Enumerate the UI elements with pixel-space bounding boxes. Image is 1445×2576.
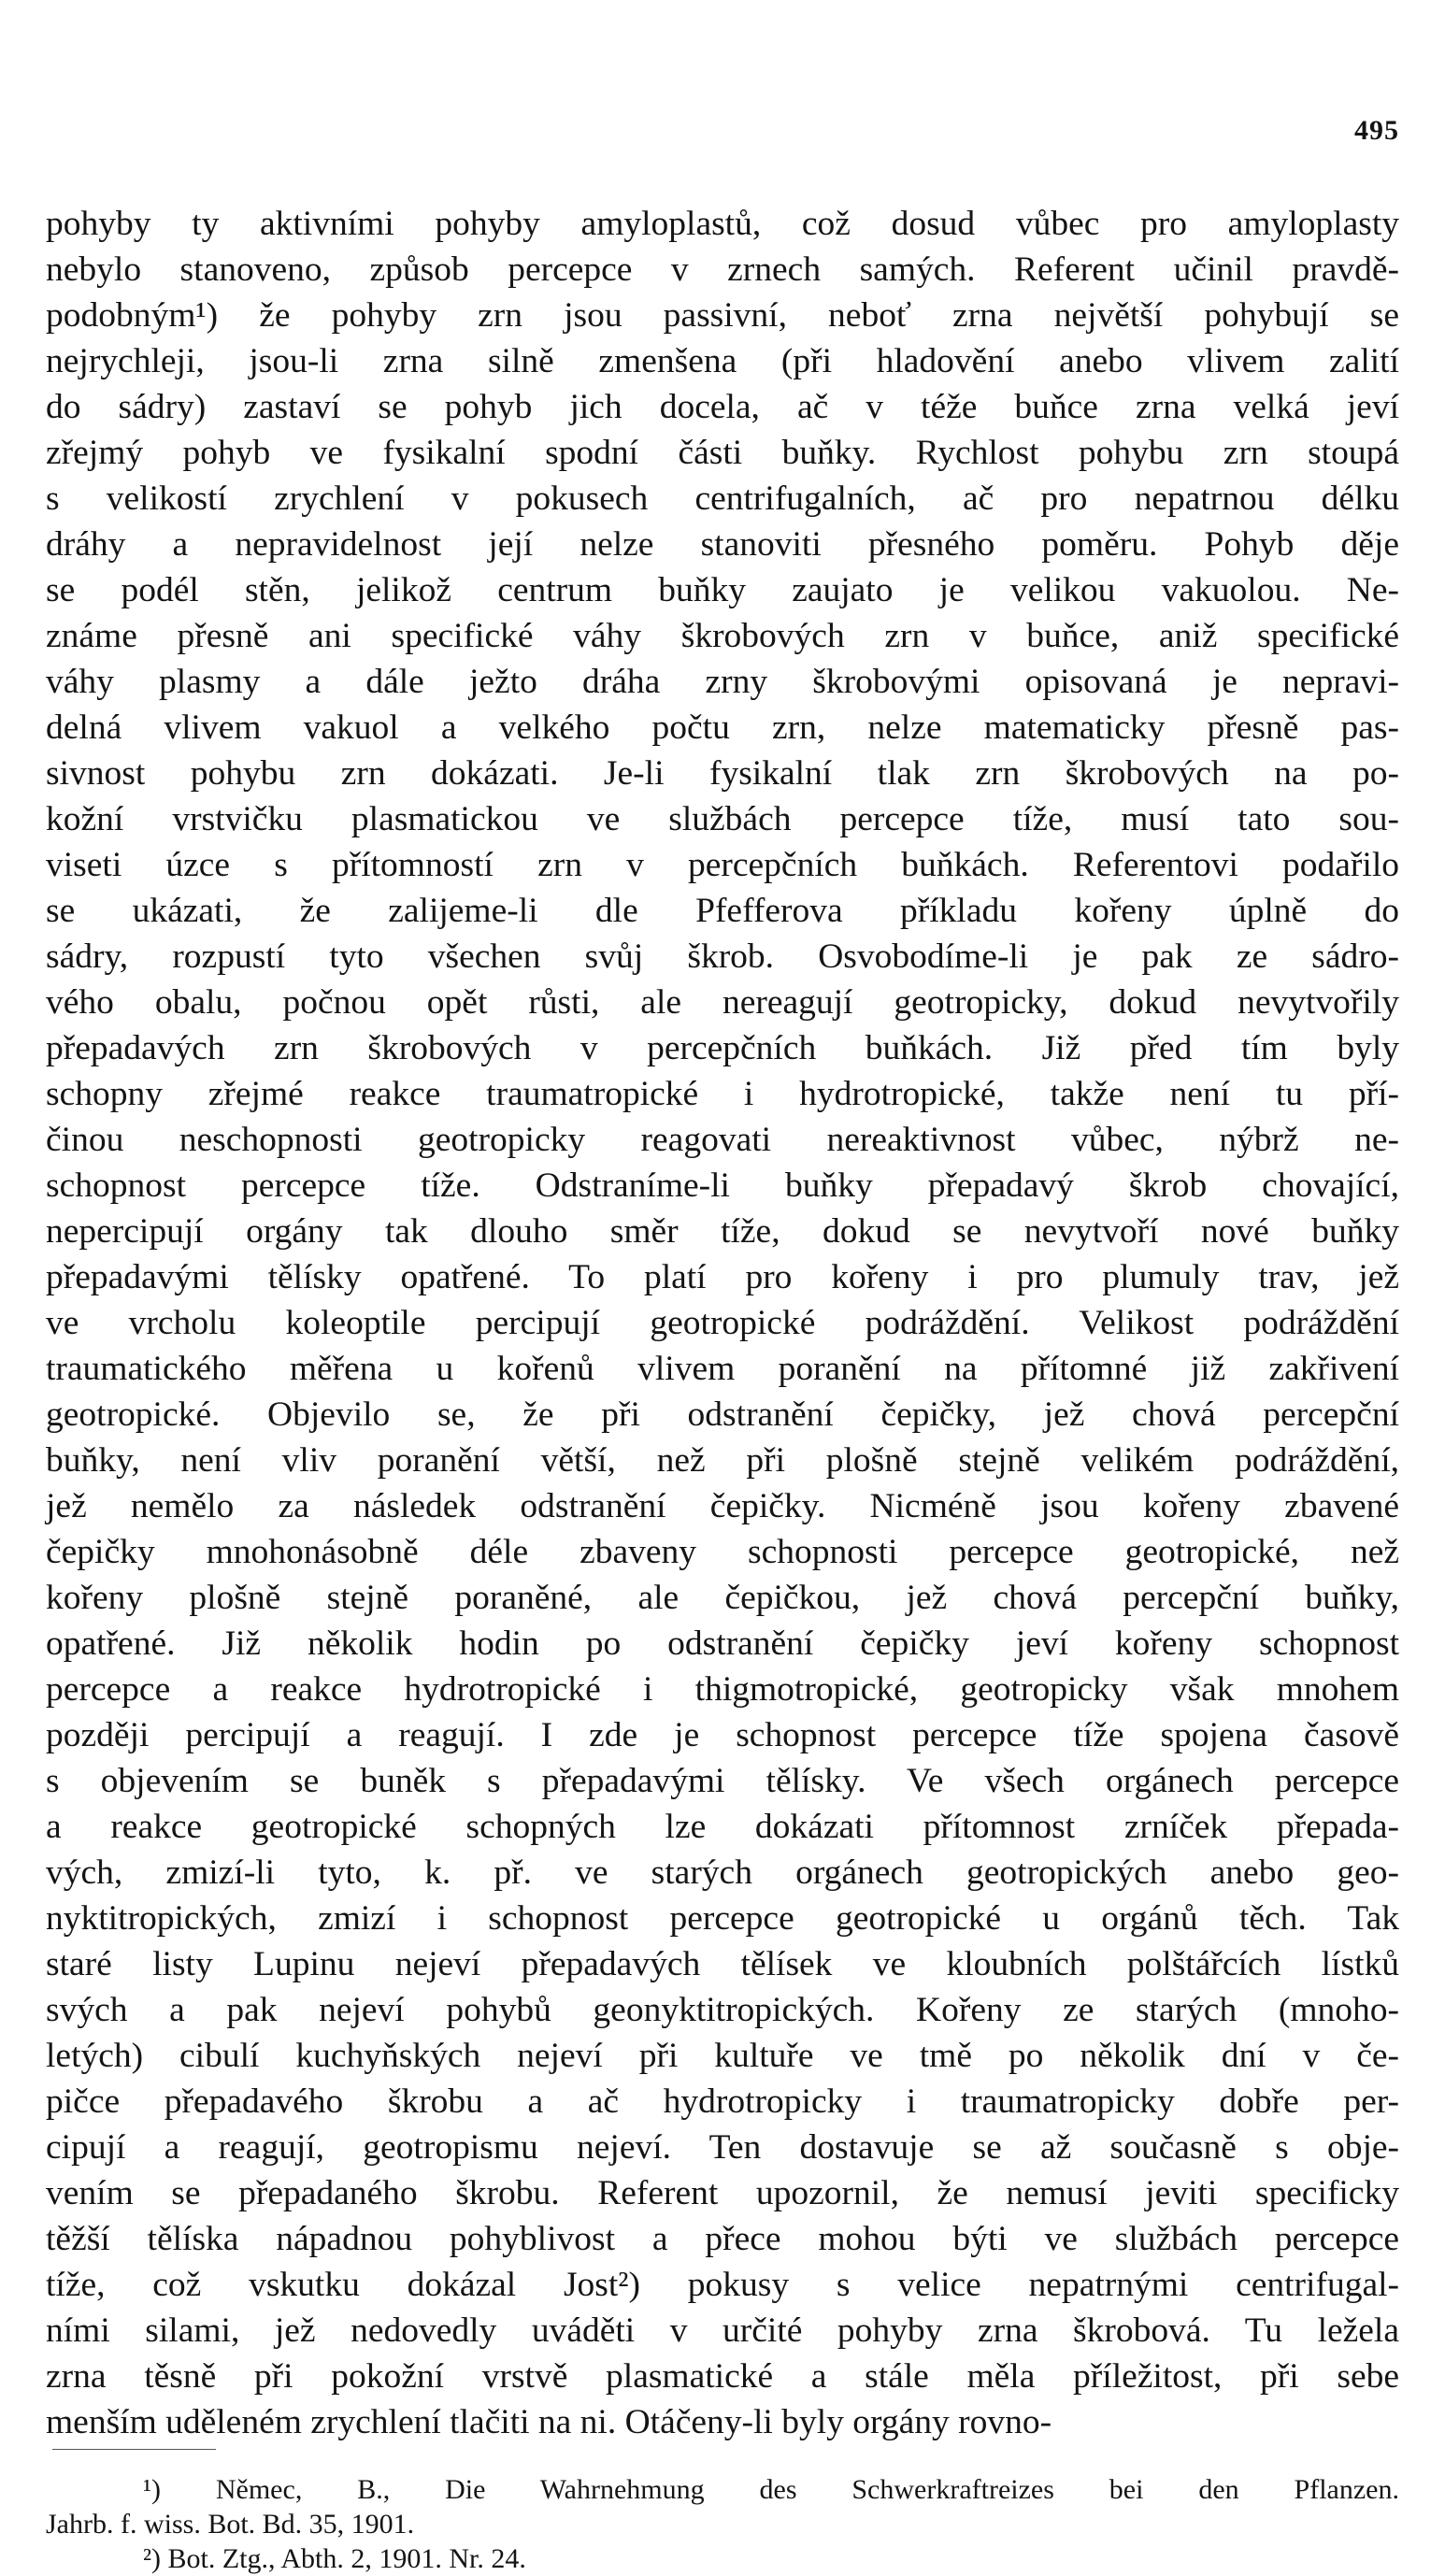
text-line: čepičky mnohonásobně déle zbaveny schopnosti percepce geotropické, než (46, 1533, 1399, 1571)
footnote-1-line-1: ¹) Němec, B., Die Wahrnehmung des Schwerkraftreizes bei den Pflanzen. (143, 2474, 1399, 2505)
text-line: ve vrcholu koleoptile percipují geotropické podráždění. Velikost podráždění (46, 1304, 1399, 1342)
text-line: staré listy Lupinu nejeví přepadavých tělísek ve kloubních polštářcích lístků (46, 1945, 1399, 1983)
text-line: s objevením se buněk s přepadavými tělísky. Ve všech orgánech percepce (46, 1762, 1399, 1800)
text-line: tíže, což vskutku dokázal Jost²) pokusy s velice nepatrnými centrifugal- (46, 2266, 1399, 2304)
text-line: těžší tělíska nápadnou pohyblivost a přece mohou býti ve službách percepce (46, 2220, 1399, 2258)
text-line: sivnost pohybu zrn dokázati. Je-li fysikalní tlak zrn škrobových na po- (46, 754, 1399, 793)
text-line: viseti úzce s přítomností zrn v percepčních buňkách. Referentovi podařilo (46, 846, 1399, 884)
text-line: se ukázati, že zalijeme-li dle Pfefferova příkladu kořeny úplně do (46, 892, 1399, 930)
footnote-2: ²) Bot. Ztg., Abth. 2, 1901. Nr. 24. (143, 2543, 526, 2574)
text-line: letých) cibulí kuchyňských nejeví při kultuře ve tmě po několik dní v če- (46, 2037, 1399, 2075)
text-line: do sádry) zastaví se pohyb jich docela, ač v téže buňce zrna velká jeví (46, 388, 1399, 426)
text-line: zřejmý pohyb ve fysikalní spodní části buňky. Rychlost pohybu zrn stoupá (46, 434, 1399, 472)
page-number: 495 (1354, 115, 1399, 146)
text-line: nepercipují orgány tak dlouho směr tíže, dokud se nevytvoří nové buňky (46, 1212, 1399, 1251)
text-line: vého obalu, počnou opět růsti, ale nereagují geotropicky, dokud nevytvořily (46, 983, 1399, 1022)
text-line: percepce a reakce hydrotropické i thigmotropické, geotropicky však mnohem (46, 1670, 1399, 1709)
text-line: nejrychleji, jsou-li zrna silně zmenšena (při hladovění anebo vlivem zalití (46, 342, 1399, 380)
text-line: váhy plasmy a dále ježto dráha zrny škrobovými opisovaná je nepravi- (46, 663, 1399, 701)
text-line: svých a pak nejeví pohybů geonyktitropických. Kořeny ze starých (mnoho- (46, 1991, 1399, 2029)
text-line: pohyby ty aktivními pohyby amyloplastů, což dosud vůbec pro amyloplasty (46, 205, 1399, 243)
text-line: kožní vrstvičku plasmatickou ve službách percepce tíže, musí tato sou- (46, 800, 1399, 838)
text-line: kořeny plošně stejně poraněné, ale čepičkou, jež chová percepční buňky, (46, 1579, 1399, 1617)
text-line: a reakce geotropické schopných lze dokázati přítomnost zrníček přepada- (46, 1808, 1399, 1846)
body-text (46, 201, 1399, 2445)
text-line: zrna těsně při pokožní vrstvě plasmatické a stále měla příležitost, při sebe (46, 2357, 1399, 2396)
text-line: vých, zmizí-li tyto, k. př. ve starých orgánech geotropických anebo geo- (46, 1853, 1399, 1892)
footnotes (46, 2472, 1399, 2576)
text-line: geotropické. Objevilo se, že při odstranění čepičky, jež chová percepční (46, 1395, 1399, 1434)
text-line: delná vlivem vakuol a velkého počtu zrn, nelze matematicky přesně pas- (46, 708, 1399, 747)
text-line: později percipují a reagují. I zde je schopnost percepce tíže spojena časově (46, 1716, 1399, 1754)
text-line: ními silami, jež nedovedly uváděti v určité pohyby zrna škrobová. Tu ležela (46, 2311, 1399, 2350)
text-line: přepadavými tělísky opatřené. To platí pro kořeny i pro plumuly trav, jež (46, 1258, 1399, 1296)
text-line: schopny zřejmé reakce traumatropické i hydrotropické, takže není tu pří- (46, 1075, 1399, 1113)
text-line: buňky, není vliv poranění větší, než při plošně stejně velikém podráždění, (46, 1441, 1399, 1480)
text-line: pičce přepadavého škrobu a ač hydrotropicky i traumatropicky dobře per- (46, 2082, 1399, 2121)
text-line: nyktitropických, zmizí i schopnost percepce geotropické u orgánů těch. Tak (46, 1899, 1399, 1938)
text-line: známe přesně ani specifické váhy škrobových zrn v buňce, aniž specifické (46, 617, 1399, 655)
text-line: sádry, rozpustí tyto všechen svůj škrob. Osvobodíme-li je pak ze sádro- (46, 937, 1399, 976)
text-line: menším uděleném zrychlení tlačiti na ni. Otáčeny-li byly orgány rovno- (46, 2403, 1052, 2441)
text-line: schopnost percepce tíže. Odstraníme-li buňky přepadavý škrob chovající, (46, 1166, 1399, 1205)
text-line: opatřené. Již několik hodin po odstranění čepičky jeví kořeny schopnost (46, 1624, 1399, 1663)
text-line: cipují a reagují, geotropismu nejeví. Ten dostavuje se až současně s obje- (46, 2128, 1399, 2167)
text-line: dráhy a nepravidelnost její nelze stanoviti přesného poměru. Pohyb děje (46, 525, 1399, 564)
text-line: traumatického měřena u kořenů vlivem poranění na přítomné již zakřivení (46, 1350, 1399, 1388)
text-line: nebylo stanoveno, způsob percepce v zrnech samých. Referent učinil pravdě- (46, 250, 1399, 289)
footnote-1-line-2: Jahrb. f. wiss. Bot. Bd. 35, 1901. (46, 2509, 415, 2540)
footnote-divider (52, 2449, 216, 2450)
text-line: se podél stěn, jelikož centrum buňky zaujato je velikou vakuolou. Ne- (46, 571, 1399, 609)
text-line: přepadavých zrn škrobových v percepčních buňkách. Již před tím byly (46, 1029, 1399, 1067)
text-line: podobným¹) že pohyby zrn jsou passivní, neboť zrna největší pohybují se (46, 296, 1399, 335)
text-line: s velikostí zrychlení v pokusech centrifugalních, ač pro nepatrnou délku (46, 479, 1399, 518)
text-line: činou neschopnosti geotropicky reagovati nereaktivnost vůbec, nýbrž ne- (46, 1121, 1399, 1159)
text-line: vením se přepadaného škrobu. Referent upozornil, že nemusí jeviti specificky (46, 2174, 1399, 2212)
text-line: jež nemělo za následek odstranění čepičky. Nicméně jsou kořeny zbavené (46, 1487, 1399, 1525)
